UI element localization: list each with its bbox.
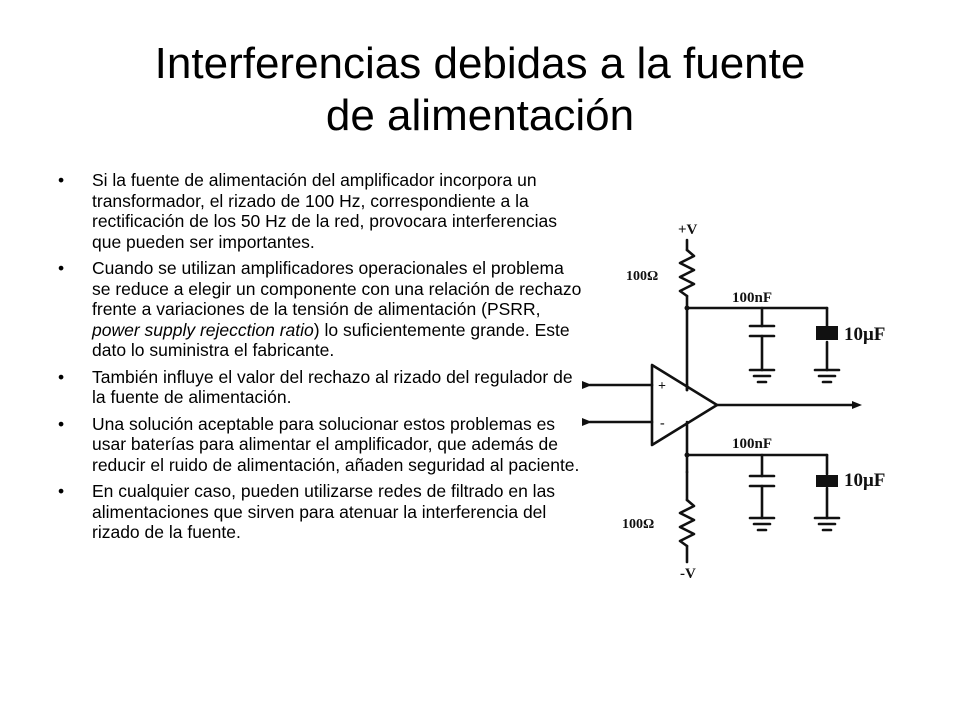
output-arrow (852, 401, 862, 409)
bullet-text: En cualquier caso, pueden utilizarse redes de filtrado en las alimentaciones que sirven para atenuar la interferencia del rizado de la fuente. (92, 481, 556, 542)
circuit-diagram (582, 210, 912, 585)
bottom-resistor-label: 100Ω (622, 517, 655, 532)
bullet-dot: • (58, 413, 65, 434)
bullet-dot: • (58, 366, 65, 387)
bullet-text-part: Cuando se utilizan amplificadores operacionales el problema se reduce a elegir un componente con una relación de rechazo frente a variaciones de la tensión de alimentación (PSRR, (92, 258, 582, 319)
bullet-dot: • (58, 481, 65, 501)
bullet-text: Si la fuente de alimentación del amplificador incorpora un transformador, el rizado de 100 Hz, correspondiente a la rectificación de los 50 Hz de la red, provocara interferencias que pueden ser importantes. (92, 170, 557, 252)
bottom-resistor (680, 500, 694, 546)
opamp-minus-label: - (660, 416, 665, 431)
bottom-cap-large-label: 10μF (844, 470, 886, 491)
bullet-item (56, 170, 586, 252)
opamp-plus-label: + (658, 379, 666, 394)
neg-supply-label: -V (680, 566, 696, 582)
bullet-item (56, 481, 586, 543)
top-cap-large-label: 10μF (844, 324, 886, 345)
title-line-2: de alimentación (325, 91, 635, 140)
bullet-text-part: ) lo suficientemente grande. Este dato lo suministra el fabricante. (92, 319, 570, 360)
top-resistor (680, 250, 694, 296)
bullet-item (56, 414, 586, 476)
title-line-1: Interferencias debidas a la fuente (154, 39, 806, 88)
slide-title (40, 38, 920, 142)
bullet-dot: • (58, 170, 65, 190)
bullet-dot: • (58, 258, 65, 278)
bullet-item (56, 367, 586, 408)
bottom-cap-large (816, 475, 838, 483)
bottom-cap-small-label: 100nF (732, 436, 773, 452)
bullet-list (56, 170, 586, 549)
top-cap-small-label: 100nF (732, 290, 773, 306)
pos-supply-label: +V (678, 222, 698, 238)
bullet-item (56, 258, 586, 361)
bullet-text: Una solución aceptable para solucionar estos problemas es usar baterías para alimentar el amplificador, que además de reducir el ruido de alimentación, añaden seguridad al paciente. (92, 413, 580, 475)
input-plus-arrow (582, 381, 592, 389)
top-resistor-label: 100Ω (626, 269, 659, 284)
bullet-text: También influye el valor del rechazo al rizado del regulador de la fuente de alimentación. (92, 366, 573, 407)
input-minus-arrow (582, 418, 592, 426)
top-cap-large (816, 326, 838, 336)
opamp-symbol (652, 365, 717, 445)
bullet-text-italic: power supply rejecction ratio (92, 319, 314, 340)
